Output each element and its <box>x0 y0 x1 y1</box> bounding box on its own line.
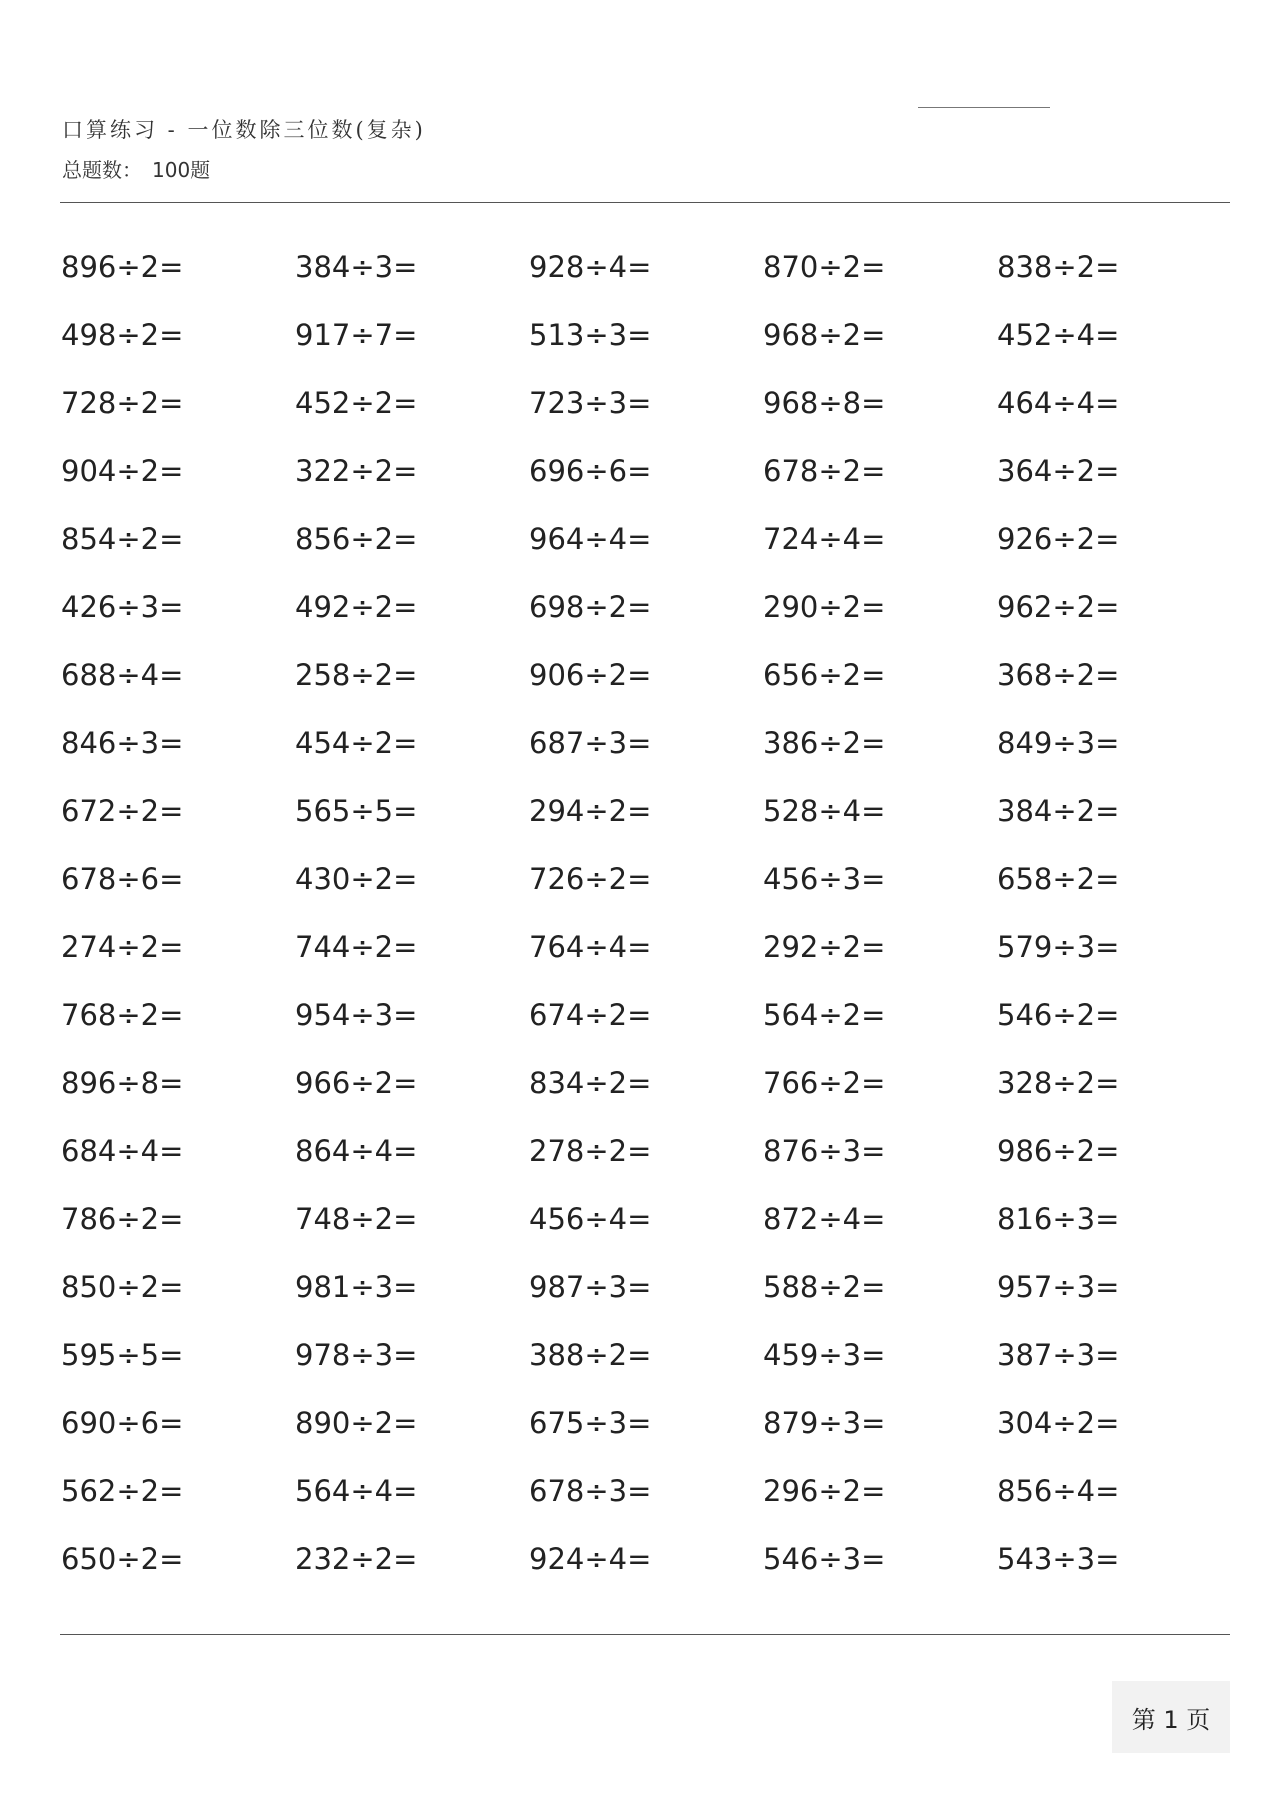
problem-item: 384÷2= <box>997 794 1120 828</box>
problem-item: 723÷3= <box>529 386 652 420</box>
problem-item: 786÷2= <box>61 1202 184 1236</box>
problem-item: 696÷6= <box>529 454 652 488</box>
problem-item: 890÷2= <box>295 1406 418 1440</box>
problem-item: 768÷2= <box>61 998 184 1032</box>
problem-item: 924÷4= <box>529 1542 652 1576</box>
name-line <box>918 107 1050 108</box>
problem-item: 687÷3= <box>529 726 652 760</box>
problem-item: 690÷6= <box>61 1406 184 1440</box>
problem-item: 957÷3= <box>997 1270 1120 1304</box>
problem-item: 928÷4= <box>529 250 652 284</box>
problem-item: 498÷2= <box>61 318 184 352</box>
problem-item: 294÷2= <box>529 794 652 828</box>
problem-item: 674÷2= <box>529 998 652 1032</box>
problem-item: 879÷3= <box>763 1406 886 1440</box>
problem-item: 816÷3= <box>997 1202 1120 1236</box>
problem-item: 658÷2= <box>997 862 1120 896</box>
problem-item: 384÷3= <box>295 250 418 284</box>
problem-item: 688÷4= <box>61 658 184 692</box>
problem-item: 565÷5= <box>295 794 418 828</box>
problem-item: 546÷2= <box>997 998 1120 1032</box>
problem-count-value: 100题 <box>152 158 211 182</box>
problem-item: 278÷2= <box>529 1134 652 1168</box>
problem-item: 906÷2= <box>529 658 652 692</box>
problem-item: 766÷2= <box>763 1066 886 1100</box>
problem-item: 954÷3= <box>295 998 418 1032</box>
problem-item: 684÷4= <box>61 1134 184 1168</box>
problem-item: 962÷2= <box>997 590 1120 624</box>
problem-item: 744÷2= <box>295 930 418 964</box>
problem-item: 968÷8= <box>763 386 886 420</box>
problem-item: 364÷2= <box>997 454 1120 488</box>
problem-item: 588÷2= <box>763 1270 886 1304</box>
problem-item: 292÷2= <box>763 930 886 964</box>
problem-item: 764÷4= <box>529 930 652 964</box>
problem-item: 388÷2= <box>529 1338 652 1372</box>
problem-item: 430÷2= <box>295 862 418 896</box>
problem-item: 849÷3= <box>997 726 1120 760</box>
problem-item: 564÷4= <box>295 1474 418 1508</box>
problem-item: 459÷3= <box>763 1338 886 1372</box>
worksheet-title: 口算练习 - 一位数除三位数(复杂) <box>62 118 426 142</box>
problem-item: 656÷2= <box>763 658 886 692</box>
problem-item: 966÷2= <box>295 1066 418 1100</box>
problem-item: 304÷2= <box>997 1406 1120 1440</box>
problem-item: 846÷3= <box>61 726 184 760</box>
problem-item: 456÷4= <box>529 1202 652 1236</box>
problem-item: 454÷2= <box>295 726 418 760</box>
worksheet-header <box>62 114 426 183</box>
bottom-divider <box>60 1634 1230 1635</box>
problem-item: 328÷2= <box>997 1066 1120 1100</box>
problem-item: 368÷2= <box>997 658 1120 692</box>
problem-item: 595÷5= <box>61 1338 184 1372</box>
problem-item: 290÷2= <box>763 590 886 624</box>
problem-item: 968÷2= <box>763 318 886 352</box>
problem-item: 728÷2= <box>61 386 184 420</box>
problem-item: 678÷6= <box>61 862 184 896</box>
problem-item: 464÷4= <box>997 386 1120 420</box>
problem-item: 274÷2= <box>61 930 184 964</box>
problem-item: 986÷2= <box>997 1134 1120 1168</box>
problem-item: 456÷3= <box>763 862 886 896</box>
problem-item: 452÷2= <box>295 386 418 420</box>
problem-item: 917÷7= <box>295 318 418 352</box>
problem-item: 876÷3= <box>763 1134 886 1168</box>
problem-grid <box>61 250 1231 1613</box>
problem-count <box>62 154 426 183</box>
problem-item: 564÷2= <box>763 998 886 1032</box>
problem-item: 838÷2= <box>997 250 1120 284</box>
problem-item: 856÷4= <box>997 1474 1120 1508</box>
problem-item: 748÷2= <box>295 1202 418 1236</box>
problem-item: 387÷3= <box>997 1338 1120 1372</box>
problem-count-label: 总题数： <box>62 158 142 182</box>
problem-item: 896÷2= <box>61 250 184 284</box>
problem-item: 426÷3= <box>61 590 184 624</box>
problem-item: 579÷3= <box>997 930 1120 964</box>
problem-item: 870÷2= <box>763 250 886 284</box>
problem-item: 856÷2= <box>295 522 418 556</box>
problem-item: 981÷3= <box>295 1270 418 1304</box>
problem-item: 978÷3= <box>295 1338 418 1372</box>
problem-item: 672÷2= <box>61 794 184 828</box>
problem-item: 232÷2= <box>295 1542 418 1576</box>
problem-item: 698÷2= <box>529 590 652 624</box>
problem-item: 386÷2= <box>763 726 886 760</box>
problem-item: 678÷2= <box>763 454 886 488</box>
problem-item: 322÷2= <box>295 454 418 488</box>
problem-item: 296÷2= <box>763 1474 886 1508</box>
top-divider <box>60 202 1230 203</box>
problem-item: 650÷2= <box>61 1542 184 1576</box>
problem-item: 872÷4= <box>763 1202 886 1236</box>
problem-item: 675÷3= <box>529 1406 652 1440</box>
problem-item: 492÷2= <box>295 590 418 624</box>
problem-item: 452÷4= <box>997 318 1120 352</box>
problem-item: 854÷2= <box>61 522 184 556</box>
problem-item: 987÷3= <box>529 1270 652 1304</box>
problem-item: 896÷8= <box>61 1066 184 1100</box>
page-number: 第 1 页 <box>1112 1681 1230 1753</box>
problem-item: 964÷4= <box>529 522 652 556</box>
problem-item: 726÷2= <box>529 862 652 896</box>
problem-item: 724÷4= <box>763 522 886 556</box>
problem-item: 834÷2= <box>529 1066 652 1100</box>
problem-item: 513÷3= <box>529 318 652 352</box>
problem-item: 850÷2= <box>61 1270 184 1304</box>
problem-item: 926÷2= <box>997 522 1120 556</box>
problem-item: 904÷2= <box>61 454 184 488</box>
problem-item: 543÷3= <box>997 1542 1120 1576</box>
problem-item: 864÷4= <box>295 1134 418 1168</box>
problem-item: 258÷2= <box>295 658 418 692</box>
problem-item: 546÷3= <box>763 1542 886 1576</box>
problem-item: 678÷3= <box>529 1474 652 1508</box>
problem-item: 562÷2= <box>61 1474 184 1508</box>
problem-item: 528÷4= <box>763 794 886 828</box>
